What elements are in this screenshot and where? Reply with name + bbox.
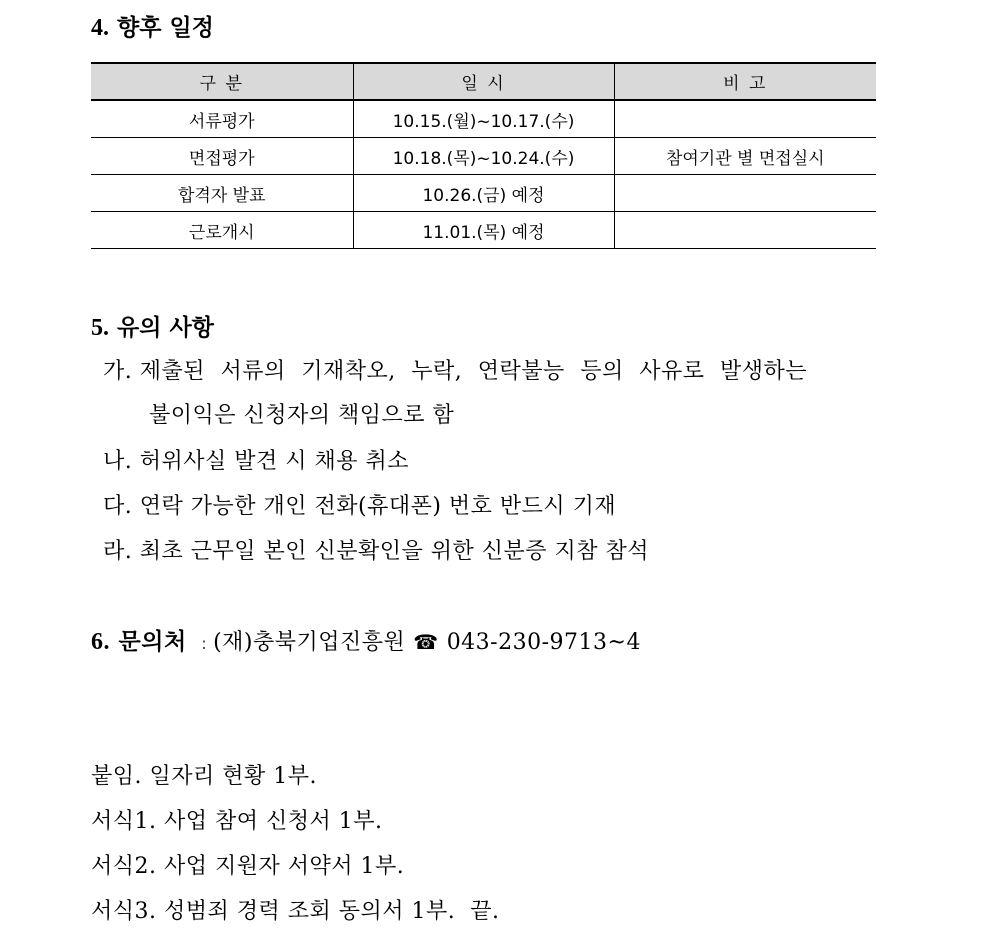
contact-phone: 043-230-9713~4 bbox=[446, 630, 641, 655]
item-text: 허위사실 발견 시 채용 취소 bbox=[139, 449, 409, 474]
notice-item-da bbox=[103, 496, 616, 518]
header-category: 구 분 bbox=[91, 63, 353, 100]
section-4-title: 향후 일정 bbox=[117, 15, 214, 41]
cell-date: 10.18.(목)~10.24.(수) bbox=[353, 138, 614, 175]
cell-note bbox=[614, 212, 876, 249]
attachment-line: 서식3. 성범죄 경력 조회 동의서 1부. 끝. bbox=[91, 899, 500, 924]
header-note: 비 고 bbox=[614, 63, 876, 100]
cell-note bbox=[614, 100, 876, 138]
cell-date: 10.26.(금) 예정 bbox=[353, 175, 614, 212]
attachment-line: 서식2. 사업 지원자 서약서 1부. bbox=[91, 854, 405, 879]
item-marker: 라. bbox=[103, 539, 133, 564]
cell-note bbox=[614, 175, 876, 212]
section-4-number: 4. bbox=[91, 15, 109, 41]
header-date: 일 시 bbox=[353, 63, 614, 100]
cell-note: 참여기관 별 면접실시 bbox=[614, 138, 876, 175]
cell-category: 서류평가 bbox=[91, 100, 353, 138]
table-row bbox=[91, 212, 876, 249]
telephone-icon: ☎ bbox=[413, 630, 439, 654]
item-text: 연락 가능한 개인 전화(휴대폰) 번호 반드시 기재 bbox=[139, 494, 617, 519]
item-marker: 가. bbox=[103, 359, 133, 384]
contact-colon: : bbox=[201, 634, 208, 653]
section-6-heading bbox=[91, 629, 195, 655]
table-row bbox=[91, 175, 876, 212]
section-6-number: 6. bbox=[91, 629, 110, 655]
contact-line bbox=[91, 630, 641, 654]
cell-date: 10.15.(월)~10.17.(수) bbox=[353, 100, 614, 138]
notice-item-na bbox=[103, 451, 409, 473]
attachment-line: 붙임. 일자리 현황 1부. bbox=[91, 764, 317, 789]
schedule-table bbox=[91, 62, 876, 249]
cell-category: 면접평가 bbox=[91, 138, 353, 175]
contact-org: (재)충북기업진흥원 bbox=[213, 630, 406, 655]
attachment-line: 서식1. 사업 참여 신청서 1부. bbox=[91, 809, 383, 834]
notice-item-ga-continuation bbox=[149, 405, 454, 427]
section-6-label: 문의처 bbox=[118, 629, 187, 655]
table-row bbox=[91, 100, 876, 138]
item-marker: 나. bbox=[103, 449, 133, 474]
table-header-row bbox=[91, 63, 876, 100]
section-5-title: 유의 사항 bbox=[117, 315, 214, 341]
section-5-heading bbox=[91, 316, 214, 340]
notice-item-ga bbox=[103, 361, 903, 383]
notice-item-ra bbox=[103, 541, 649, 563]
item-text: 최초 근무일 본인 신분확인을 위한 신분증 지참 참석 bbox=[139, 539, 649, 564]
item-text-continuation: 불이익은 신청자의 책임으로 함 bbox=[149, 403, 455, 428]
cell-category: 근로개시 bbox=[91, 212, 353, 249]
item-marker: 다. bbox=[103, 494, 133, 519]
item-text: 제출된 서류의 기재착오, 누락, 연락불능 등의 사유로 발생하는 bbox=[139, 359, 807, 384]
section-4-heading bbox=[91, 16, 214, 40]
table-row bbox=[91, 138, 876, 175]
cell-date: 11.01.(목) 예정 bbox=[353, 212, 614, 249]
cell-category: 합격자 발표 bbox=[91, 175, 353, 212]
section-5-number: 5. bbox=[91, 315, 109, 341]
